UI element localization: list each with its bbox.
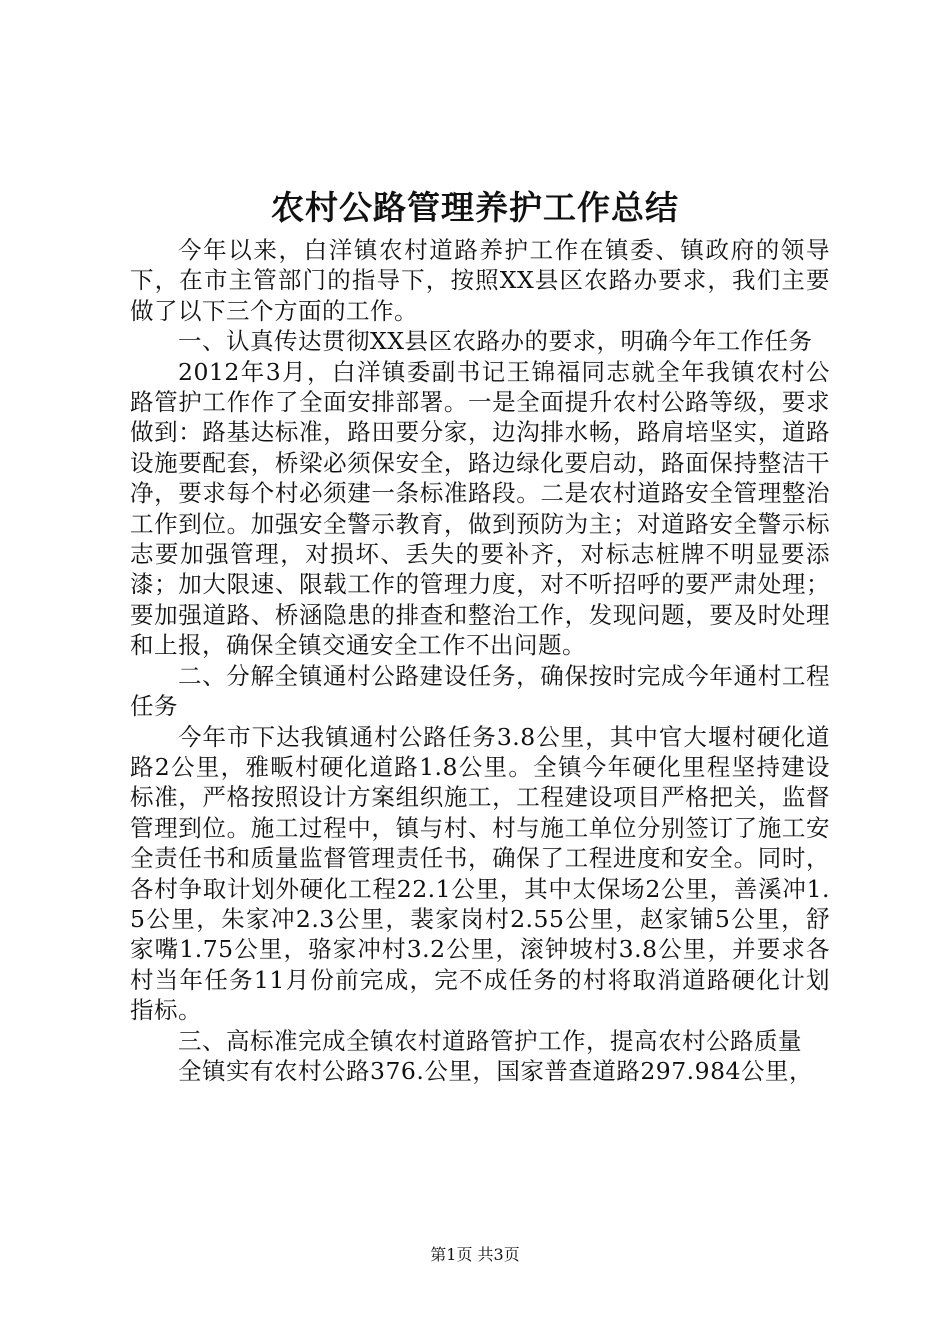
section-3-paragraph: 全镇实有农村公路376.公里，国家普查道路297.984公里，: [178, 1056, 814, 1085]
section-heading-1: 一、认真传达贯彻XX县区农路办的要求，明确今年工作任务: [178, 327, 813, 356]
document-body: [130, 235, 830, 1086]
document-title: 农村公路管理养护工作总结: [271, 188, 679, 227]
section-heading-3: 三、高标准完成全镇农村道路管护工作，提高农村公路质量: [178, 1026, 802, 1055]
section-heading-2: 二、分解全镇通村公路建设任务，确保按时完成今年通村工程任务: [130, 661, 830, 721]
section-2-paragraph: 今年市下达我镇通村公路任务3.8公里，其中官大堰村硬化道路2公里，雅畈村硬化道路1.8公里。全镇今年硬化里程坚持建设标准，严格按照设计方案组织施工，工程建设项目严格把关，监督管理到位。施工过程中，镇与村、村与施工单位分别签订了施工安全责任书和质量监督管理责任书，确保了工程进度和安全。同时，各村争取计划外硬化工程22.1公里，其中太保场2公里，善溪冲1.5公里，朱家冲2.3公里，裴家岗村2.55公里，赵家铺5公里，舒家嘴1.75公里，骆家冲村3.2公里，滚钟坡村3.8公里，并要求各村当年任务11月份前完成，完不成任务的村将取消道路硬化计划指标。: [130, 722, 830, 1025]
section-1-paragraph: 2012年3月，白洋镇委副书记王锦福同志就全年我镇农村公路管护工作作了全面安排部署。一是全面提升农村公路等级，要求做到：路基达标准，路田要分家，边沟排水畅，路肩培坚实，道路设施要配套，桥梁必须保安全，路边绿化要启动，路面保持整洁干净，要求每个村必须建一条标准路段。二是农村道路安全管理整治工作到位。加强安全警示教育，做到预防为主；对道路安全警示标志要加强管理，对损坏、丢失的要补齐，对标志桩牌不明显要添漆；加大限速、限载工作的管理力度，对不听招呼的要严肃处理；要加强道路、桥涵隐患的排查和整治工作，发现问题，要及时处理和上报，确保全镇交通安全工作不出问题。: [130, 357, 830, 660]
page-footer: 第1页 共3页: [430, 1245, 520, 1264]
intro-paragraph: 今年以来，白洋镇农村道路养护工作在镇委、镇政府的领导下，在市主管部门的指导下，按照XX县区农路办要求，我们主要做了以下三个方面的工作。: [130, 236, 830, 325]
